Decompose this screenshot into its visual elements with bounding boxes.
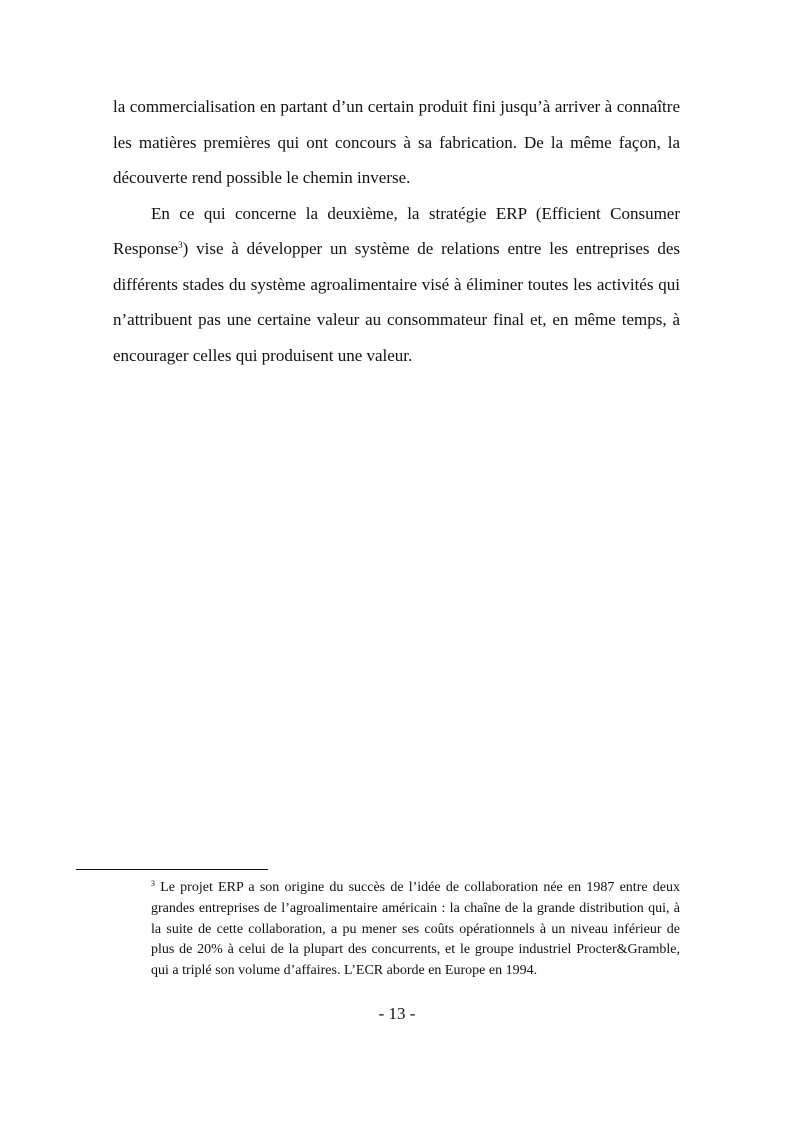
paragraph-text-after-ref: ) vise à développer un système de relations entre les entreprises des différents stades du système agroalimentaire visé à éliminer toutes les activités qui n’attribuent pas une certaine valeur au consommateur final et, en même temps, à encourager celles qui produisent une valeur. bbox=[113, 239, 680, 365]
footnote-separator bbox=[76, 869, 268, 870]
footnote bbox=[151, 878, 680, 982]
main-text bbox=[113, 89, 680, 373]
page-number: - 13 - bbox=[378, 1004, 416, 1023]
footnote-text: Le projet ERP a son origine du succès de l’idée de collaboration née en 1987 entre deux grandes entreprises de l’agroalimentaire américain : la chaîne de la grande distribution qui, à la suite de cette collaboration, a pu mener ses coûts opérationnels à un niveau inférieur de plus de 20% à celui de la plupart des concurrents, et le groupe industriel Procter&Gramble, qui a triplé son volume d’affaires. L’ECR aborde en Europe en 1994. bbox=[151, 880, 680, 979]
paragraph-continuation: la commercialisation en partant d’un certain produit fini jusqu’à arriver à connaître les matières premières qui ont concours à sa fabrication. De la même façon, la découverte rend possible le chemin inverse. bbox=[113, 97, 680, 187]
footnote-number: 3 bbox=[151, 879, 155, 888]
footnote-reference[interactable]: 3 bbox=[178, 240, 183, 250]
paragraph-ecr-strategy bbox=[113, 196, 680, 374]
paragraph-text-before-ref: En ce qui concerne la deuxième, la stratégie ERP (Efficient Consumer Response bbox=[113, 203, 680, 258]
